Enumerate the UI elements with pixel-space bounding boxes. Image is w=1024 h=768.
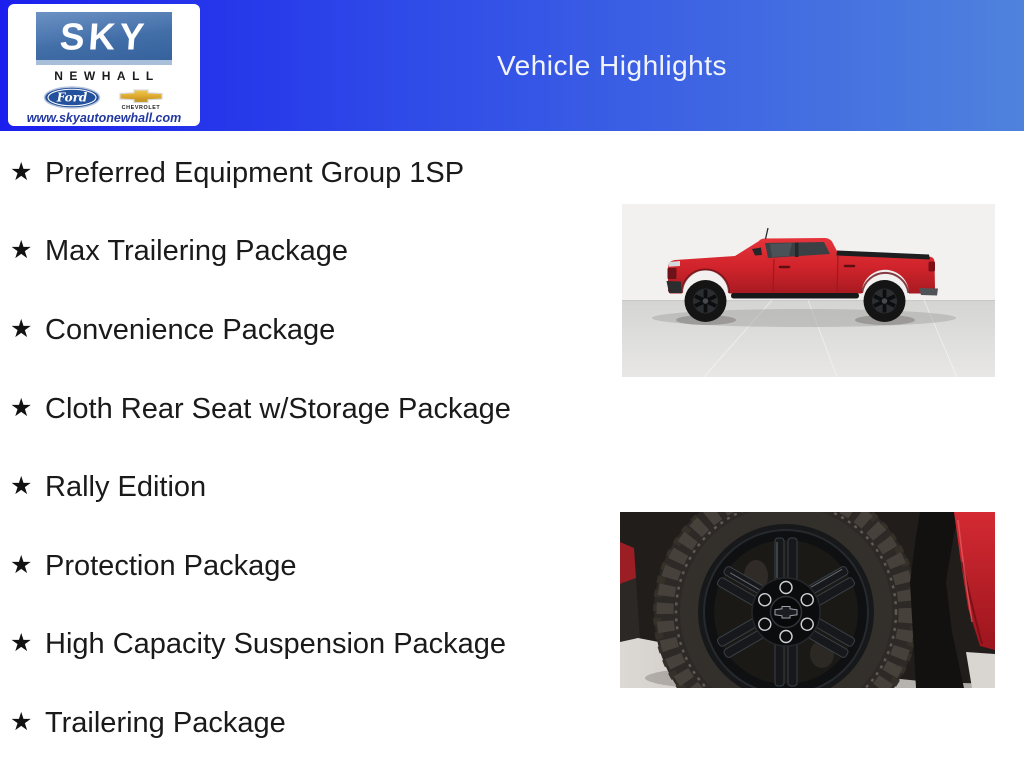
- dealer-website: www.skyautonewhall.com: [26, 111, 182, 125]
- highlight-item: [10, 370, 610, 449]
- highlights-list: [10, 134, 610, 763]
- chevrolet-bowtie-icon: [117, 86, 165, 110]
- highlight-text: Convenience Package: [45, 313, 336, 346]
- highlight-text: Preferred Equipment Group 1SP: [45, 156, 465, 189]
- brand-logos-row: [8, 86, 200, 111]
- star-bullet-icon: ★: [10, 707, 33, 736]
- dealer-logo: [8, 4, 200, 126]
- star-bullet-icon: ★: [10, 314, 33, 343]
- chevrolet-logo: [117, 86, 165, 110]
- highlight-text: Cloth Rear Seat w/Storage Package: [45, 392, 511, 425]
- highlight-text: Trailering Package: [45, 706, 286, 739]
- star-bullet-icon: ★: [10, 629, 33, 658]
- chevrolet-logo-text: CHEVROLET: [121, 105, 161, 110]
- highlight-item: [10, 684, 610, 763]
- highlight-text: High Capacity Suspension Package: [45, 628, 507, 661]
- ford-logo-text: Ford: [56, 90, 88, 105]
- sky-logo-badge: [36, 12, 172, 65]
- star-bullet-icon: ★: [10, 236, 33, 265]
- page-title: Vehicle Highlights: [496, 49, 728, 81]
- highlight-item: [10, 606, 610, 685]
- highlight-item: [10, 527, 610, 606]
- star-bullet-icon: ★: [10, 157, 33, 186]
- header-banner: [0, 0, 1024, 131]
- highlight-text: Max Trailering Package: [45, 235, 349, 268]
- sky-logo-text: SKY: [58, 15, 150, 57]
- dealer-name: NEWHALL: [54, 69, 160, 83]
- highlight-text: Protection Package: [45, 549, 297, 582]
- highlight-item: [10, 291, 610, 370]
- highlight-item: [10, 448, 610, 527]
- star-bullet-icon: ★: [10, 472, 33, 501]
- star-bullet-icon: ★: [10, 393, 33, 422]
- wheel-photo: [620, 512, 995, 688]
- wheel-closeup-photo: [620, 512, 995, 688]
- ford-logo-icon: [43, 86, 101, 109]
- star-bullet-icon: ★: [10, 550, 33, 579]
- highlight-item: [10, 213, 610, 292]
- red-truck-side-photo: [622, 204, 995, 377]
- highlight-item: [10, 134, 610, 213]
- truck-photo: [622, 204, 995, 377]
- highlight-text: Rally Edition: [45, 471, 207, 504]
